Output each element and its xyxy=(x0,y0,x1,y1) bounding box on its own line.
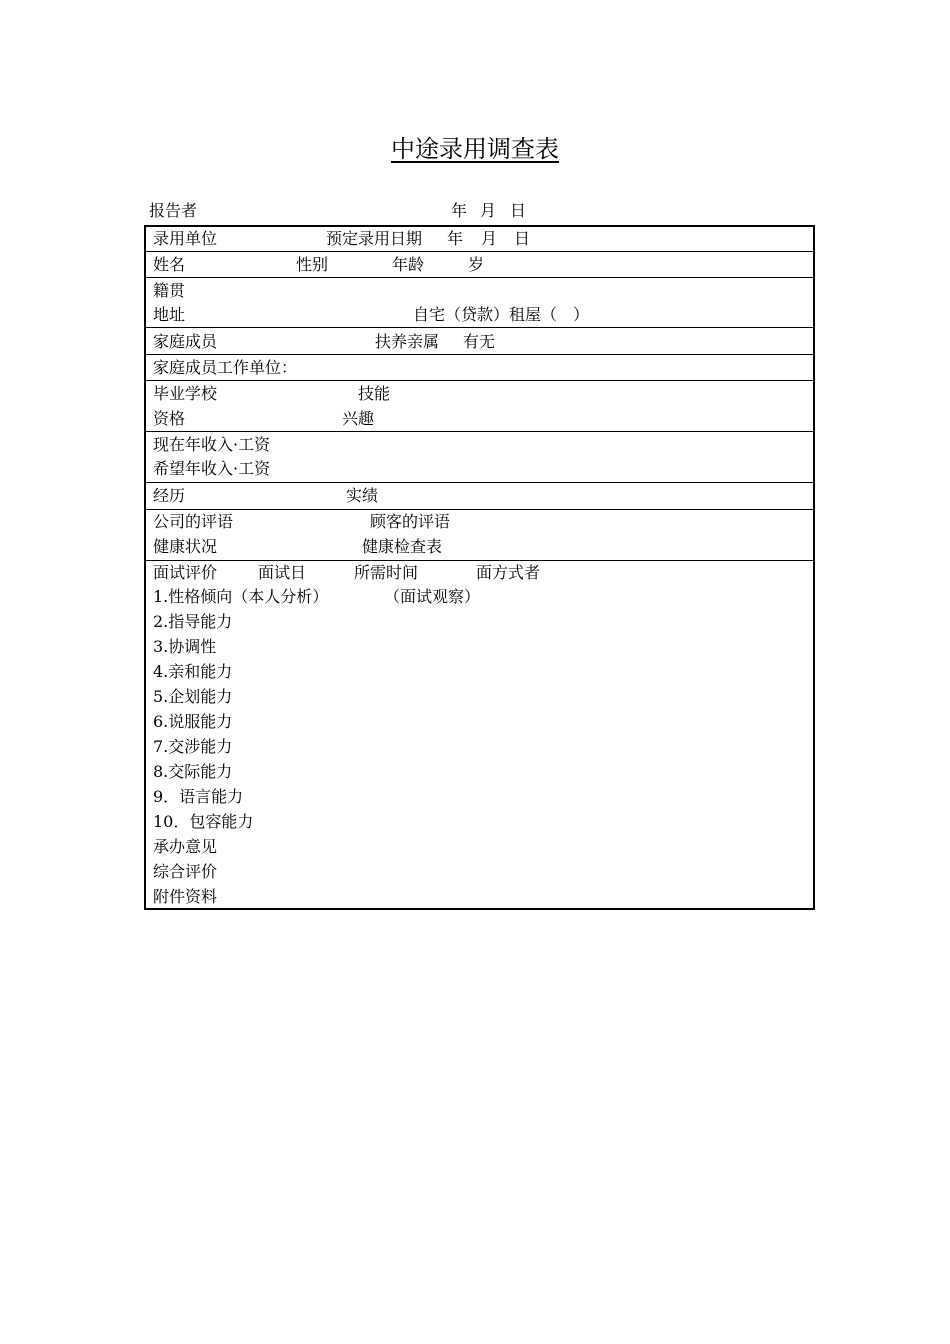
eval-item-1: 1.性格倾向（本人分析） xyxy=(153,587,329,606)
row-divider xyxy=(144,354,815,355)
planned-day-label: 日 xyxy=(514,229,531,248)
dependents-value: 有无 xyxy=(463,332,496,351)
company-comment-label: 公司的评语 xyxy=(153,512,234,531)
eval-item-1-observation: （面试观察） xyxy=(384,587,481,606)
planned-month-label: 月 xyxy=(481,229,498,248)
eval-item-9: 9．语言能力 xyxy=(153,787,244,806)
eval-item-4: 4.亲和能力 xyxy=(153,662,233,681)
family-work-unit-label: 家庭成员工作单位： xyxy=(153,358,298,377)
header-month-label: 月 xyxy=(480,201,497,220)
age-label: 年龄 xyxy=(392,255,425,274)
header-year-label: 年 xyxy=(451,201,468,220)
interests-label: 兴趣 xyxy=(342,409,375,428)
planned-date-label: 预定录用日期 xyxy=(326,229,423,248)
interview-date-label: 面试日 xyxy=(258,563,307,582)
reporter-label: 报告者 xyxy=(149,201,198,220)
row-divider xyxy=(144,251,815,252)
customer-comment-label: 顾客的评语 xyxy=(370,512,451,531)
row-divider xyxy=(144,431,815,432)
eval-item-10: 10．包容能力 xyxy=(153,812,254,831)
address-label: 地址 xyxy=(153,305,186,324)
age-unit-label: 岁 xyxy=(468,255,485,274)
interview-eval-label: 面试评价 xyxy=(153,563,218,582)
interviewer-label: 面方式者 xyxy=(476,563,541,582)
qualification-label: 资格 xyxy=(153,409,186,428)
row-divider xyxy=(144,277,815,278)
expected-income-label: 希望年收入·工资 xyxy=(153,459,271,478)
page-title: 中途录用调查表 xyxy=(391,135,559,163)
dependents-label: 扶养亲属 xyxy=(375,332,440,351)
achievements-label: 实绩 xyxy=(346,486,379,505)
school-label: 毕业学校 xyxy=(153,384,218,403)
family-members-label: 家庭成员 xyxy=(153,332,218,351)
eval-item-2: 2.指导能力 xyxy=(153,612,233,631)
overall-eval-label: 综合评价 xyxy=(153,862,218,881)
eval-item-3: 3.协调性 xyxy=(153,637,217,656)
current-income-label: 现在年收入·工资 xyxy=(153,435,271,454)
health-label: 健康状况 xyxy=(153,537,218,556)
attachments-label: 附件资料 xyxy=(153,887,218,906)
skills-label: 技能 xyxy=(358,384,391,403)
eval-item-7: 7.交涉能力 xyxy=(153,737,233,756)
housing-label: 自宅（贷款）租屋（ ） xyxy=(413,305,590,324)
eval-item-5: 5.企划能力 xyxy=(153,687,233,706)
eval-item-6: 6.说服能力 xyxy=(153,712,233,731)
health-exam-label: 健康检查表 xyxy=(362,537,443,556)
planned-year-label: 年 xyxy=(447,229,464,248)
experience-label: 经历 xyxy=(153,486,186,505)
header-day-label: 日 xyxy=(510,201,527,220)
unit-label: 录用单位 xyxy=(153,229,218,248)
time-needed-label: 所需时间 xyxy=(354,563,419,582)
gender-label: 性别 xyxy=(296,255,329,274)
row-divider xyxy=(144,560,815,561)
eval-item-8: 8.交际能力 xyxy=(153,762,233,781)
handling-opinion-label: 承办意见 xyxy=(153,837,218,856)
row-divider xyxy=(144,380,815,381)
row-divider xyxy=(144,327,815,328)
name-label: 姓名 xyxy=(153,255,186,274)
row-divider xyxy=(144,509,815,510)
row-divider xyxy=(144,482,815,483)
native-place-label: 籍贯 xyxy=(153,281,186,300)
